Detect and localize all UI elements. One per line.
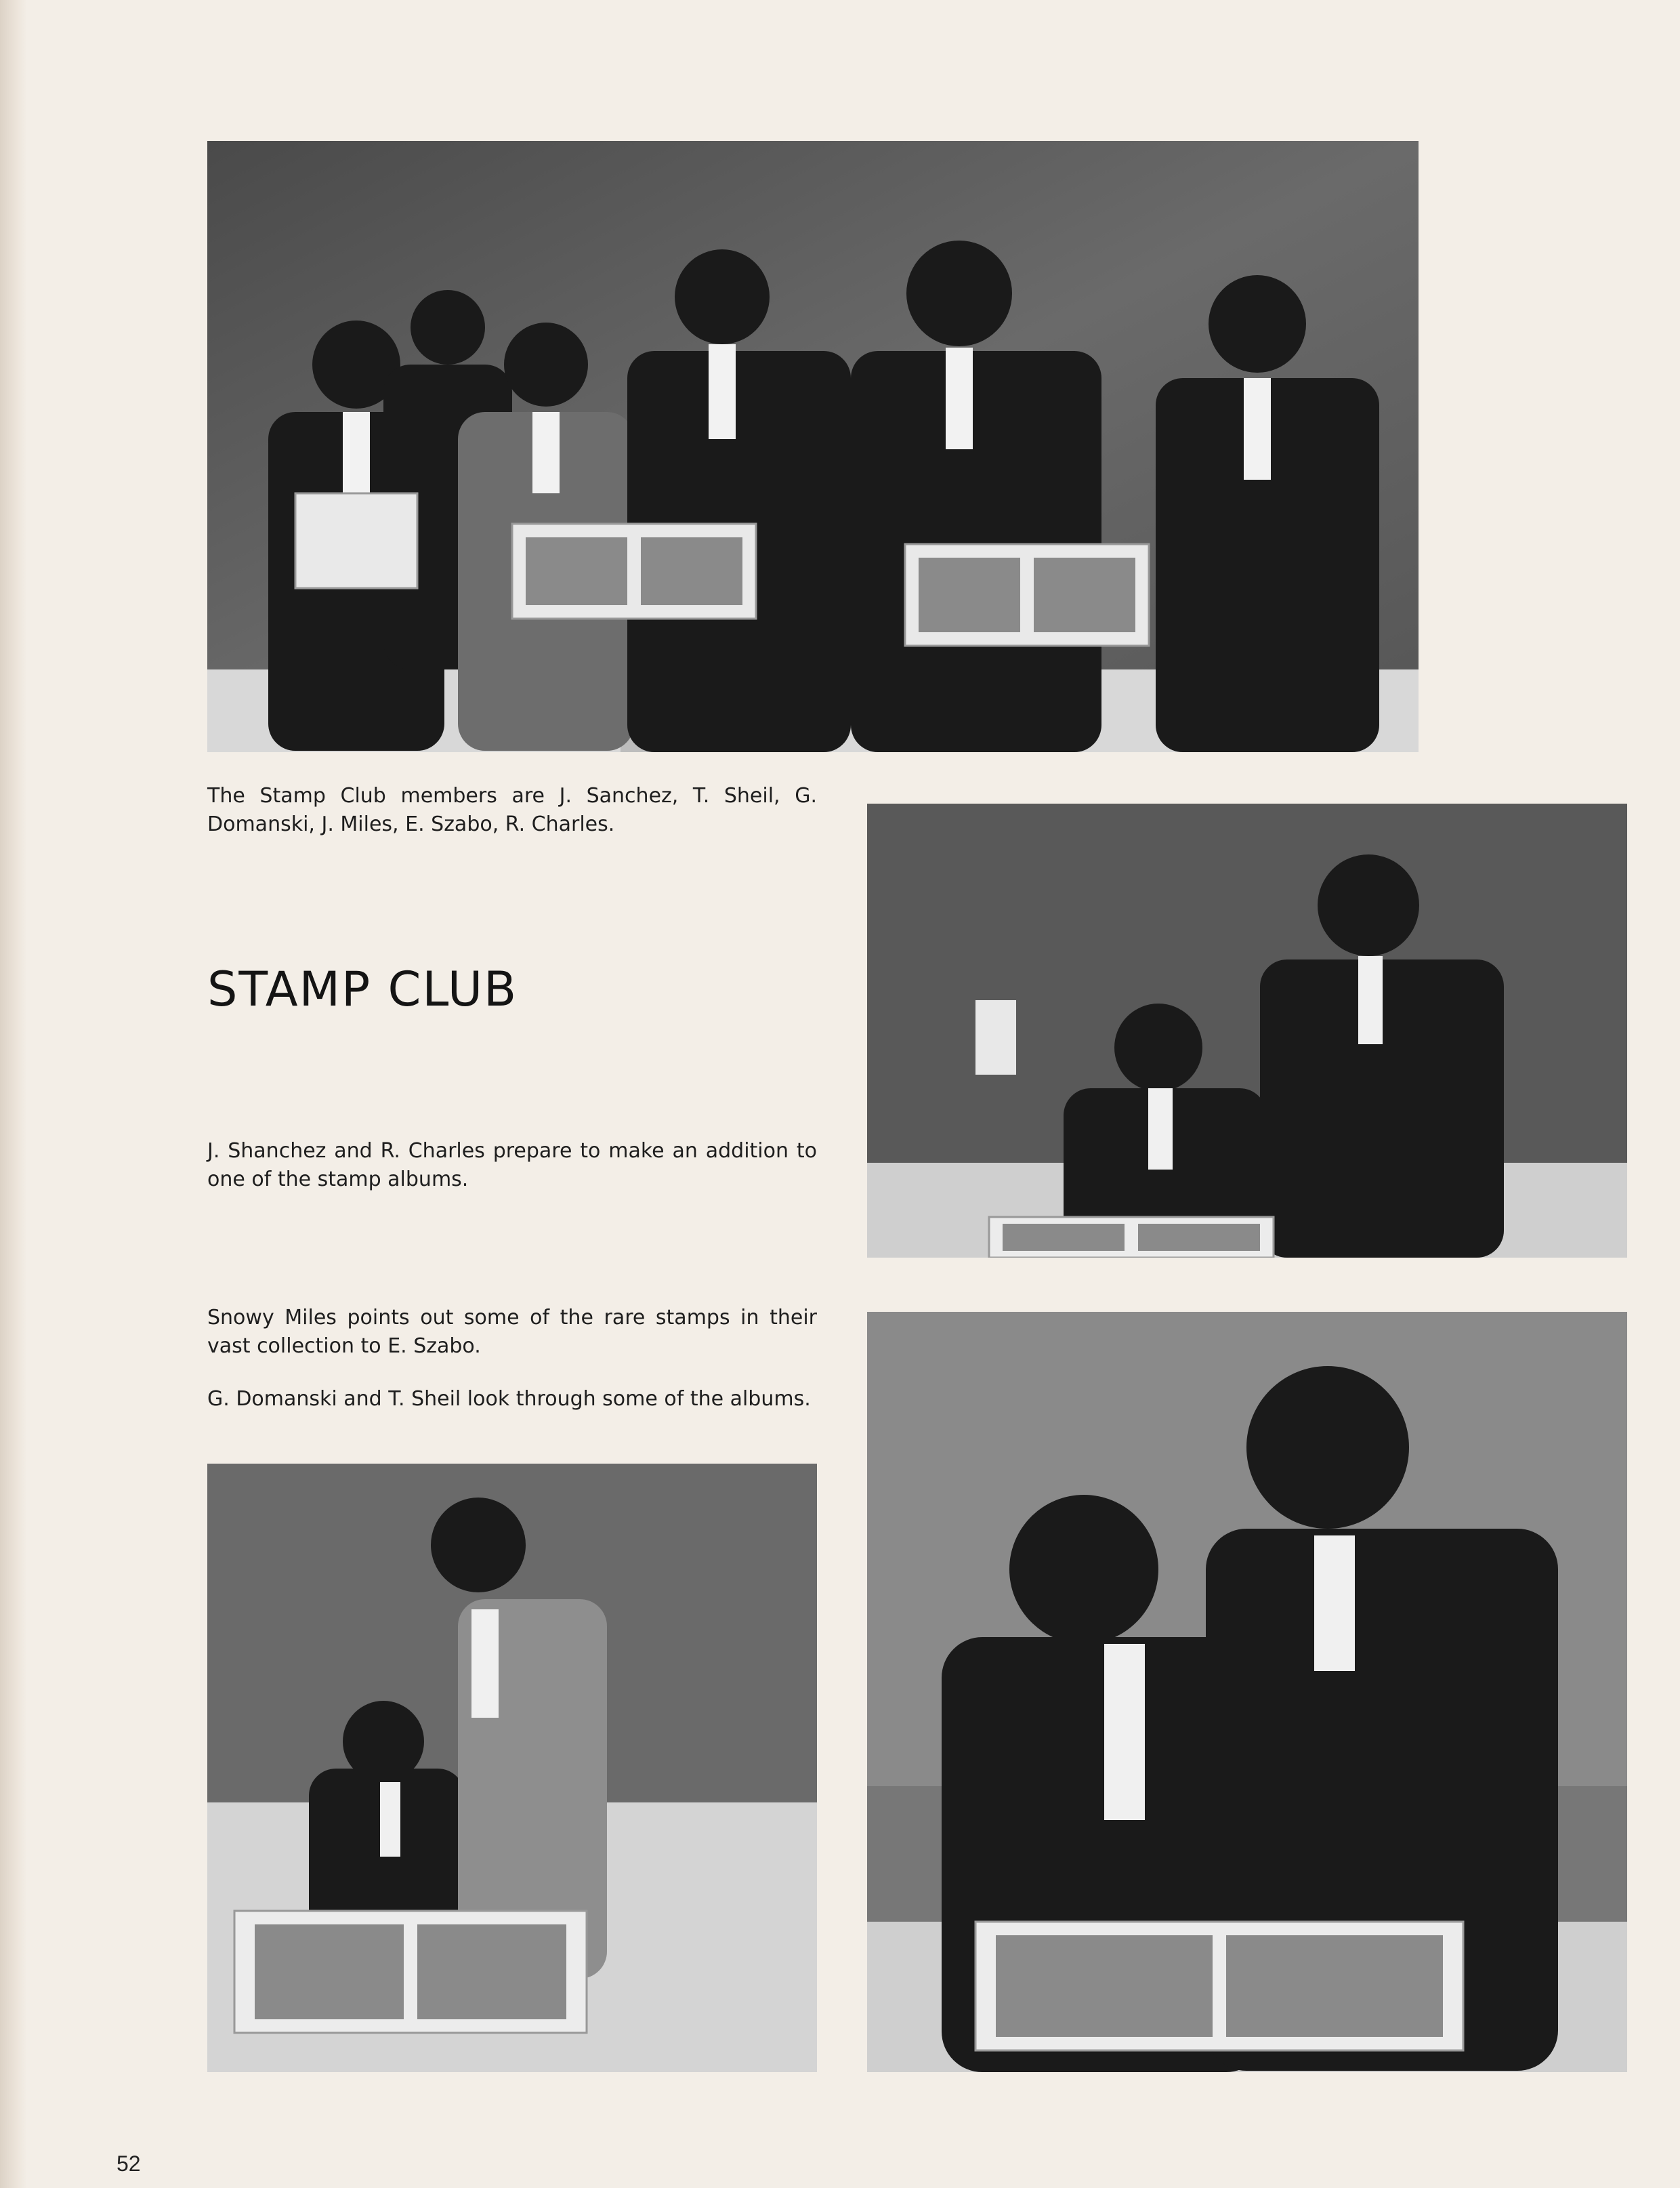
group-photo-image (207, 141, 1419, 752)
seated-photo-image (867, 804, 1627, 1258)
rare-stamps-photo (867, 1312, 1627, 2072)
albums-photo-image (207, 1464, 817, 2072)
albums-caption: G. Domanski and T. Sheil look through some of the albums. (207, 1387, 811, 1411)
albums-photo (207, 1464, 817, 2072)
page-title: STAMP CLUB (207, 962, 518, 1017)
seated-photo-caption: J. Shanchez and R. Charles prepare to make an addition to one of the stamp albums. (207, 1139, 817, 1191)
group-photo-caption: The Stamp Club members are J. Sanchez, T. Sheil, G. Domanski, J. Miles, E. Szabo, R. Charles. (207, 784, 817, 836)
seated-photo (867, 804, 1627, 1258)
rare-stamps-caption: Snowy Miles points out some of the rare stamps in their vast collection to E. Szabo. (207, 1306, 817, 1358)
rare-stamps-photo-image (867, 1312, 1627, 2072)
page-binding-edge (0, 0, 27, 2188)
page-number: 52 (117, 2151, 141, 2176)
group-photo (207, 141, 1419, 752)
